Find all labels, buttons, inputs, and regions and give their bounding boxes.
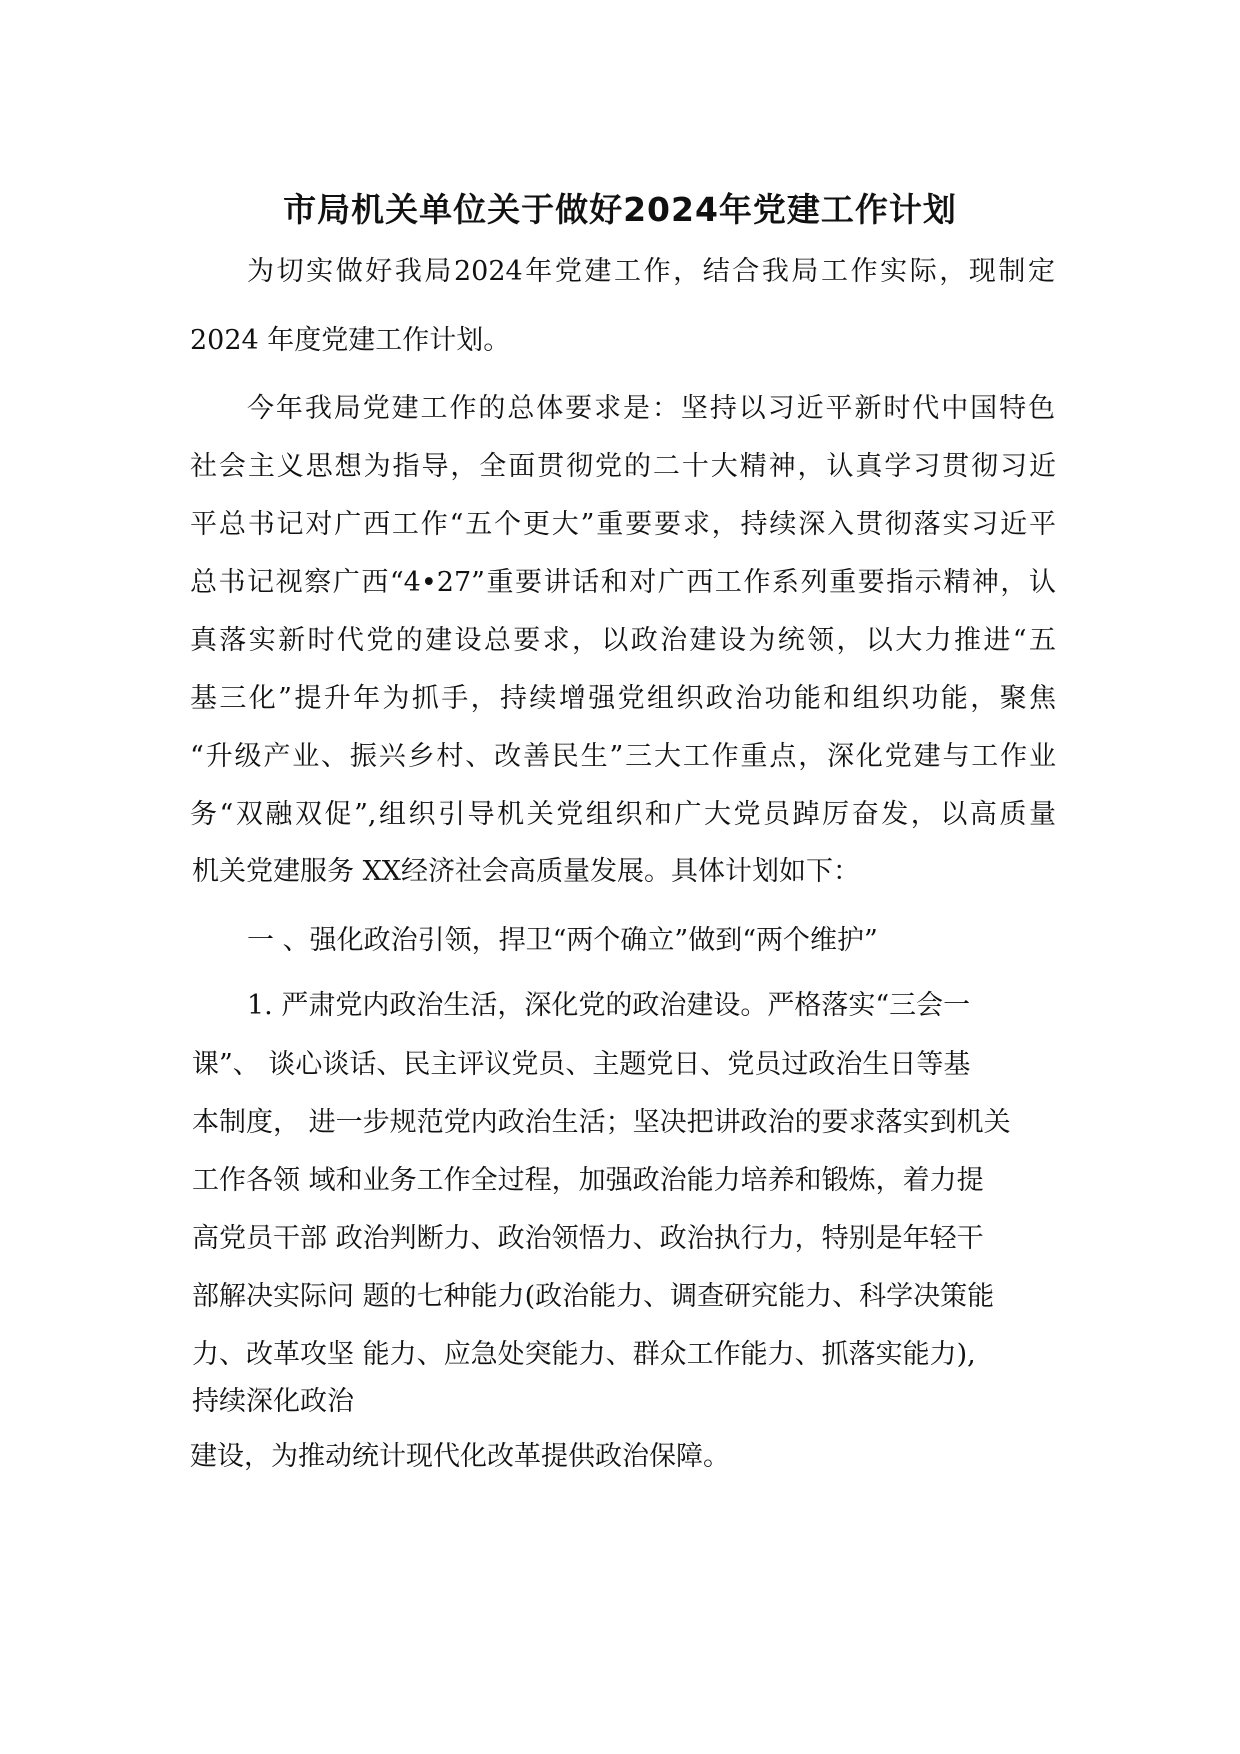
paragraph-line: 社会主义思想为指导，全面贯彻党的二十大精神，认真学习贯彻习近	[190, 451, 1056, 482]
paragraph-line: 课”、 谈心谈话、民主评议党员、主题党日、党员过政治生日等基	[192, 1049, 971, 1080]
paragraph-line: 高党员干部 政治判断力、政治领悟力、政治执行力，特别是年轻干	[192, 1223, 984, 1254]
paragraph-line: “升级产业、振兴乡村、改善民生”三大工作重点，深化党建与工作业	[190, 741, 1056, 772]
paragraph-line: 持续深化政治	[192, 1386, 354, 1417]
paragraph-line: 工作各领 域和业务工作全过程，加强政治能力培养和锻炼，着力提	[192, 1165, 984, 1196]
paragraph-line: 总书记视察广西“4•27”重要讲话和对广西工作系列重要指示精神，认	[190, 567, 1056, 598]
paragraph-line: 1. 严肃党内政治生活，深化党的政治建设。严格落实“三会一	[247, 990, 971, 1021]
paragraph-line: 2024 年度党建工作计划。	[190, 325, 511, 356]
paragraph-line: 力、改革攻坚 能力、应急处突能力、群众工作能力、抓落实能力),	[192, 1339, 976, 1370]
paragraph-line: 今年我局党建工作的总体要求是：坚持以习近平新时代中国特色	[247, 393, 1055, 424]
paragraph-line: 为切实做好我局2024年党建工作，结合我局工作实际，现制定	[247, 256, 1055, 287]
paragraph-line: 机关党建服务 XX经济社会高质量发展。具体计划如下：	[192, 856, 861, 887]
paragraph-line: 部解决实际问 题的七种能力(政治能力、调查研究能力、科学决策能	[192, 1281, 995, 1312]
paragraph-line: 建设，为推动统计现代化改革提供政治保障。	[190, 1441, 730, 1472]
paragraph-line: 务“双融双促”,组织引导机关党组织和广大党员踔厉奋发，以高质量	[190, 799, 1056, 830]
paragraph-line: 基三化”提升年为抓手，持续增强党组织政治功能和组织功能，聚焦	[190, 683, 1056, 714]
paragraph-line: 本制度， 进一步规范党内政治生活；坚决把讲政治的要求落实到机关	[192, 1107, 1011, 1138]
paragraph-line: 平总书记对广西工作“五个更大”重要要求，持续深入贯彻落实习近平	[190, 509, 1056, 540]
section-heading: 一 、强化政治引领，捍卫“两个确立”做到“两个维护”	[247, 925, 878, 956]
paragraph-line: 真落实新时代党的建设总要求，以政治建设为统领，以大力推进“五	[190, 625, 1056, 656]
document-title: 市局机关单位关于做好2024年党建工作计划	[283, 190, 957, 229]
